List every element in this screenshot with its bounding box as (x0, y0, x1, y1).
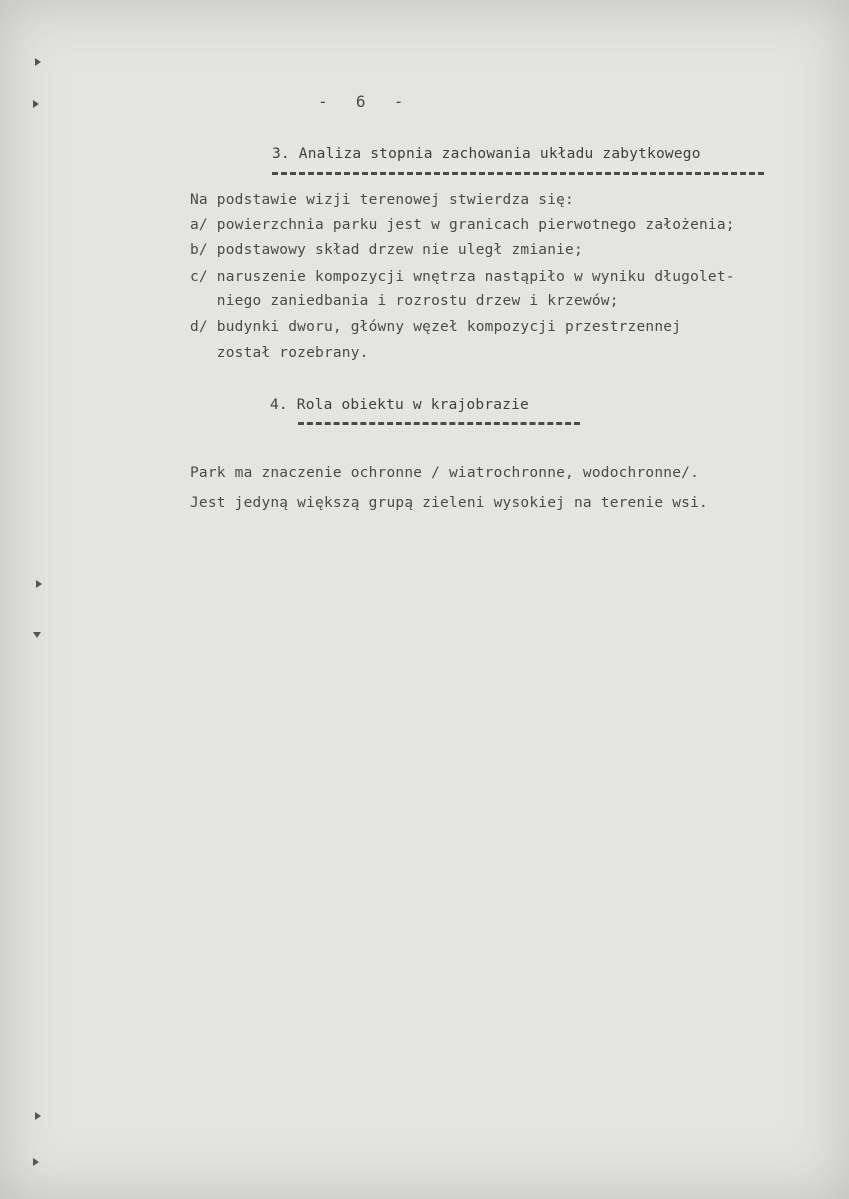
section-4-title: 4. Rola obiektu w krajobrazie (270, 397, 529, 413)
page-number: - 6 - (318, 92, 407, 111)
margin-mark-icon (35, 1112, 41, 1120)
margin-mark-icon (36, 580, 42, 588)
section-4-line-1: Park ma znaczenie ochronne / wiatrochronne, wodochronne/. (190, 465, 699, 481)
list-item-d: d/ budynki dworu, główny węzeł kompozycji przestrzennej (190, 319, 682, 335)
margin-mark-icon (33, 632, 41, 638)
margin-mark-icon (35, 58, 41, 66)
section-4-title-underline (298, 422, 580, 425)
margin-mark-icon (33, 100, 39, 108)
list-item-a: a/ powierzchnia parku jest w granicach pierwotnego założenia; (190, 217, 735, 233)
section-3-title: 3. Analiza stopnia zachowania układu zabytkowego (272, 146, 701, 162)
section-3-title-underline (272, 172, 764, 175)
section-4-line-2: Jest jedyną większą grupą zieleni wysokiej na terenie wsi. (190, 495, 708, 511)
list-item-b: b/ podstawowy skład drzew nie uległ zmianie; (190, 242, 583, 258)
margin-mark-icon (33, 1158, 39, 1166)
list-item-d-continued: został rozebrany. (190, 345, 369, 361)
list-item-c: c/ naruszenie kompozycji wnętrza nastąpiło w wyniku długolet- (190, 269, 735, 285)
list-item-c-continued: niego zaniedbania i rozrostu drzew i krzewów; (190, 293, 619, 309)
section-3-intro: Na podstawie wizji terenowej stwierdza się: (190, 192, 574, 208)
